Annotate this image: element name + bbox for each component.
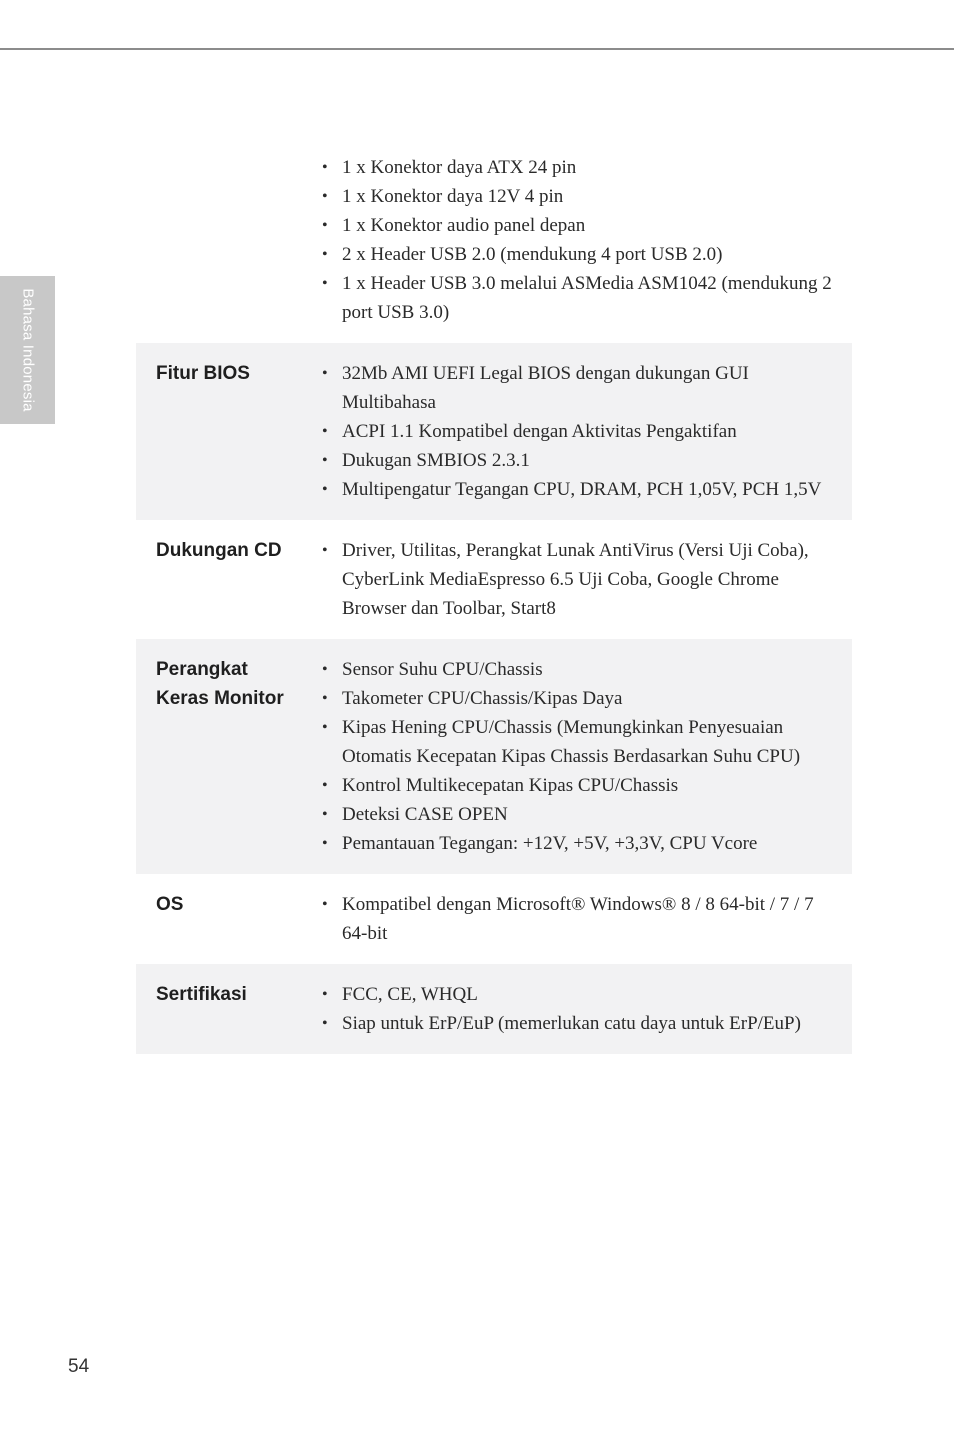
list-item: • 1 x Konektor daya ATX 24 pin [322,153,852,182]
side-tab-label: Bahasa Indonesia [19,288,36,412]
spec-label: Perangkat Keras Monitor [156,659,284,709]
list-item: • 1 x Konektor audio panel depan [322,211,852,240]
list-item: • Kipas Hening CPU/Chassis (Memungkinkan Penyesuaian Otomatis Kecepatan Kipas Chassis Berdasarkan Suhu CPU) [322,713,852,771]
page-number: 54 [68,1356,90,1377]
list-item: • Pemantauan Tegangan: +12V, +5V, +3,3V, CPU Vcore [322,829,852,858]
spec-list [322,890,852,948]
spec-list [322,359,852,504]
list-item: • Takometer CPU/Chassis/Kipas Daya [322,684,852,713]
list-item: • ACPI 1.1 Kompatibel dengan Aktivitas Pengaktifan [322,417,852,446]
language-side-tab [0,276,55,424]
spec-row-connectors [136,151,852,343]
spec-row-bios [136,343,852,520]
list-item: • 2 x Header USB 2.0 (mendukung 4 port USB 2.0) [322,240,852,269]
spec-row-cd-support [136,520,852,639]
spec-row-os [136,874,852,964]
list-item: • Kontrol Multikecepatan Kipas CPU/Chassis [322,771,852,800]
list-item: • Dukugan SMBIOS 2.3.1 [322,446,852,475]
spec-label: Sertifikasi [156,984,247,1005]
list-item: • Kompatibel dengan Microsoft® Windows® 8 / 8 64-bit / 7 / 7 64-bit [322,890,852,948]
spec-label: Dukungan CD [156,540,282,561]
list-item: • 1 x Header USB 3.0 melalui ASMedia ASM1042 (mendukung 2 port USB 3.0) [322,269,852,327]
spec-table [136,151,852,1054]
spec-row-certification [136,964,852,1054]
list-item: • FCC, CE, WHQL [322,980,852,1009]
spec-row-hardware-monitor [136,639,852,874]
spec-label [136,153,322,327]
spec-list [322,536,852,623]
list-item: • Deteksi CASE OPEN [322,800,852,829]
list-item: • 1 x Konektor daya 12V 4 pin [322,182,852,211]
spec-list [322,153,852,327]
top-rule [0,48,954,50]
list-item: • Driver, Utilitas, Perangkat Lunak AntiVirus (Versi Uji Coba), CyberLink MediaEspresso 6.5 Uji Coba, Google Chrome Browser dan Toolbar, Start8 [322,536,852,623]
list-item: • Sensor Suhu CPU/Chassis [322,655,852,684]
list-item: • Multipengatur Tegangan CPU, DRAM, PCH 1,05V, PCH 1,5V [322,475,852,504]
spec-label: Fitur BIOS [156,363,250,384]
spec-list [322,655,852,858]
spec-list [322,980,852,1038]
list-item: • 32Mb AMI UEFI Legal BIOS dengan dukungan GUI Multibahasa [322,359,852,417]
list-item: • Siap untuk ErP/EuP (memerlukan catu daya untuk ErP/EuP) [322,1009,852,1038]
spec-label: OS [156,894,184,915]
